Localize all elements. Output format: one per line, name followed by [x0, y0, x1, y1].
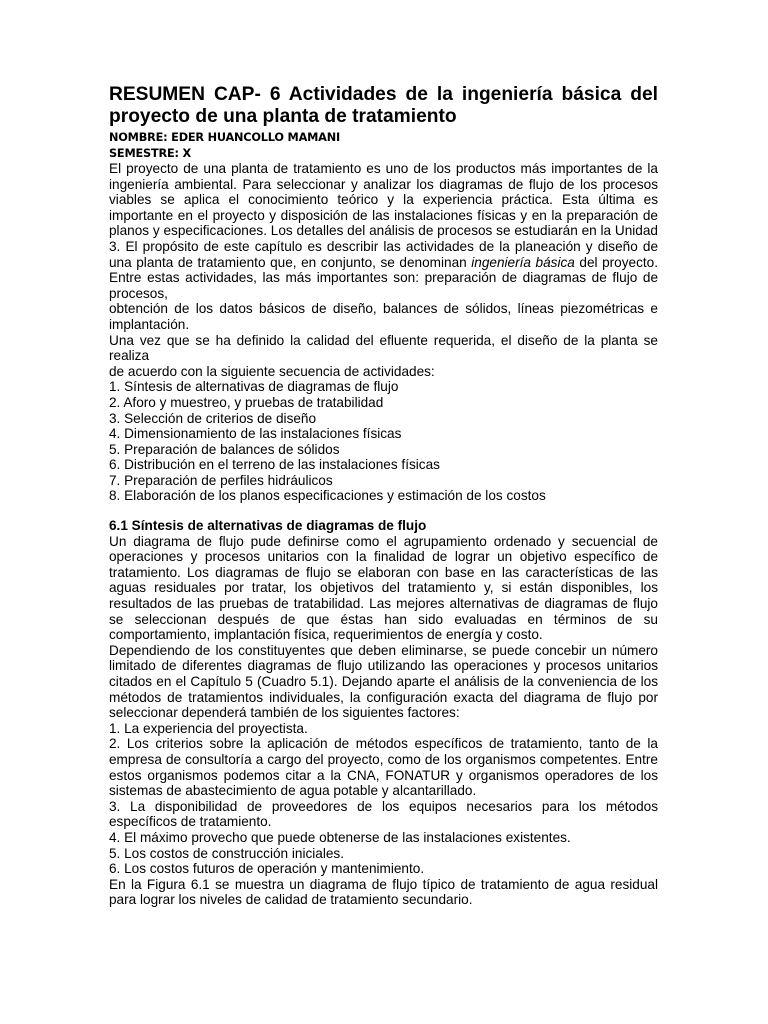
section-paragraph-2: Dependiendo de los constituyentes que deben eliminarse, se puede concebir un número limitado de diferentes diagramas de flujo utilizando las operaciones y procesos unitarios citados en el Capítulo 5 (Cuadro 5.1). Dejando aparte el análisis de la conveniencia de los métodos de tratamientos individuales, la configuración exacta del diagrama de flujo por seleccionar dependerá también de los siguientes factores:	[109, 642, 658, 721]
list-item: 6. Distribución en el terreno de las instalaciones físicas	[109, 457, 440, 473]
list-item: 2. Aforo y muestreo, y pruebas de tratabilidad	[109, 394, 384, 410]
factor-item: 6. Los costos futuros de operación y mantenimiento.	[109, 861, 425, 877]
list-item: 5. Preparación de balances de sólidos	[109, 441, 340, 457]
intro-continuation: obtención de los datos básicos de diseño, balances de sólidos, líneas piezométricas e implantación.	[109, 301, 658, 332]
document-body	[109, 84, 658, 908]
factor-item: 4. El máximo provecho que puede obtenerse de las instalaciones existentes.	[109, 829, 571, 845]
intro-italic-term: ingeniería básica	[471, 254, 575, 270]
factor-item: 3. La disponibilidad de proveedores de los equipos necesarios para los métodos específicos de tratamiento.	[109, 798, 658, 830]
list-item: 4. Dimensionamiento de las instalaciones físicas	[109, 426, 402, 442]
section-heading: 6.1 Síntesis de alternativas de diagramas de flujo	[109, 518, 427, 534]
student-name: NOMBRE: EDER HUANCOLLO MAMANI	[109, 131, 340, 144]
sequence-intro: de acuerdo con la siguiente secuencia de actividades:	[109, 363, 435, 379]
list-item: 7. Preparación de perfiles hidráulicos	[109, 472, 333, 488]
list-item: 3. Selección de criterios de diseño	[109, 410, 317, 426]
intro-text-part1: El proyecto de una planta de tratamiento es uno de los productos más importantes de la ingeniería ambiental. Para seleccionar y analizar los diagramas de flujo de los procesos viables se aplica el conocimiento teórico y la experiencia práctica. Esta última es importante en el proyecto y disposición de las instalaciones físicas y en la preparación de planos y especificaciones. Los detalles del análisis de procesos se estudiarán en la Unidad 3. El propósito de este capítulo es describir las actividades de la planeación y diseño de una planta de tratamiento que, en conjunto, se denominan	[109, 161, 658, 270]
semester-label: SEMESTRE: X	[109, 146, 192, 160]
intro-paragraph	[109, 161, 658, 301]
list-item: 8. Elaboración de los planos especificaciones y estimación de los costos	[109, 488, 546, 504]
factor-item: 1. La experiencia del proyectista.	[109, 720, 308, 736]
document-title: RESUMEN CAP- 6 Actividades de la ingeniería básica del proyecto de una planta de tratamiento	[109, 84, 658, 127]
factor-item: 5. Los costos de construcción iniciales.	[109, 845, 344, 861]
activity-list	[109, 379, 658, 504]
section-paragraph-1: Un diagrama de flujo pude definirse como el agrupamiento ordenado y secuencial de operaciones y procesos unitarios con la finalidad de lograr un objetivo específico de tratamiento. Los diagramas de flujo se elaboran con base en las características de las aguas residuales por tratar, los objetivos del tratamiento y, si están disponibles, los resultados de las pruebas de tratabilidad. Las mejores alternativas de diagramas de flujo se seleccionan después de que éstas han sido evaluadas en términos de su comportamiento, implantación física, requerimientos de energía y costo.	[109, 533, 658, 643]
factor-item: 2. Los criterios sobre la aplicación de métodos específicos de tratamiento, tanto de la empresa de consultoría a cargo del proyecto, como de los organismos competentes. Entre estos organismos podemos citar a la CNA, FONATUR y organismos operadores de los sistemas de abastecimiento de agua potable y alcantarillado.	[109, 736, 658, 799]
quality-paragraph: Una vez que se ha definido la calidad del efluente requerida, el diseño de la planta se realiza	[109, 332, 658, 364]
closing-paragraph: En la Figura 6.1 se muestra un diagrama de flujo típico de tratamiento de agua residual para lograr los niveles de calidad de tratamiento secundario.	[109, 876, 658, 908]
intro-text-part2: del proyecto. Entre estas actividades, las más importantes son: preparación de diagramas de flujo de procesos,	[109, 254, 659, 301]
list-item: 1. Síntesis de alternativas de diagramas de flujo	[109, 379, 399, 395]
